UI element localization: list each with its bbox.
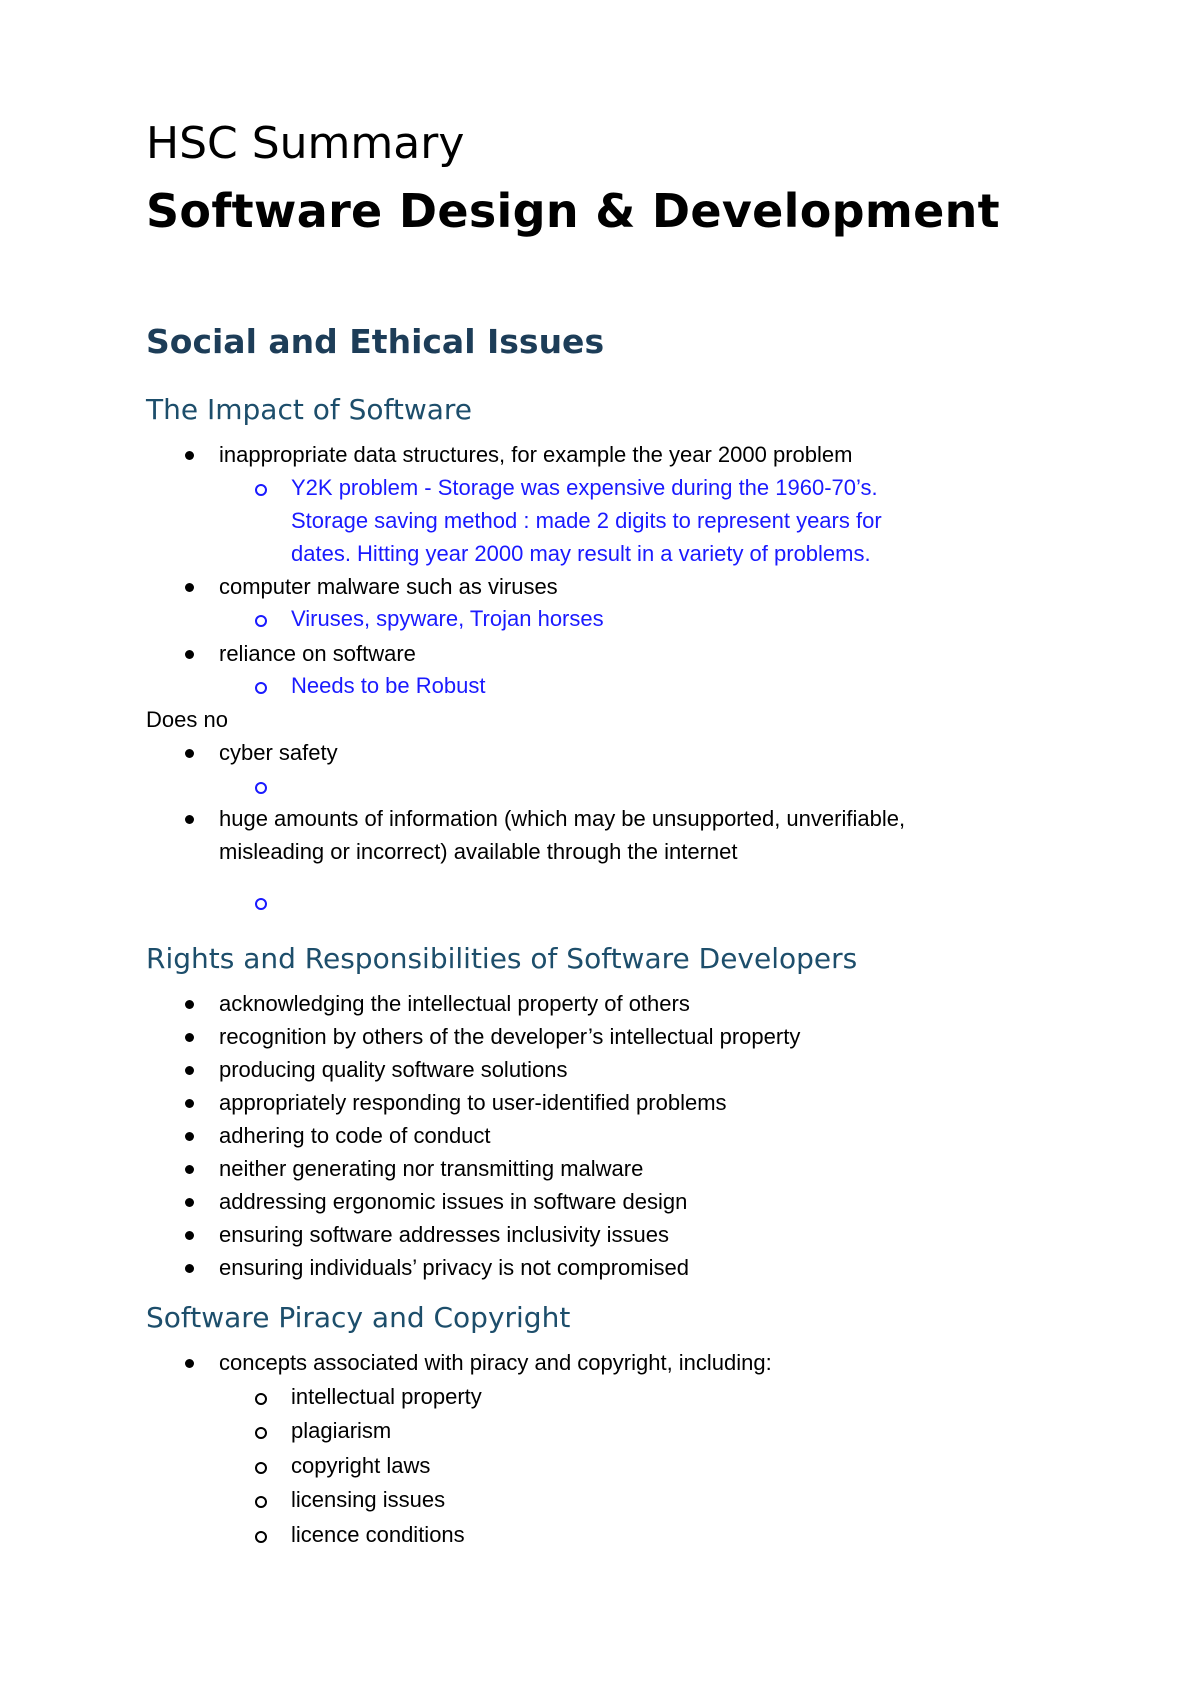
circle-bullet-icon [255, 1393, 267, 1405]
rights-item: addressing ergonomic issues in software design [219, 1189, 688, 1214]
circle-bullet-icon [255, 682, 267, 694]
rights-item: ensuring software addresses inclusivity issues [219, 1222, 669, 1247]
document-title: HSC Summary [146, 118, 465, 169]
circle-bullet-icon [255, 484, 267, 496]
bullet-icon [185, 1264, 194, 1273]
bullet-icon [185, 1066, 194, 1075]
bullet-icon [185, 1000, 194, 1009]
bullet-icon [185, 1033, 194, 1042]
piracy-subitem: copyright laws [291, 1453, 431, 1478]
bullet-icon [185, 583, 194, 592]
bullet-icon [185, 451, 194, 460]
bullet-icon [185, 1132, 194, 1141]
impact-item-2: computer malware such as viruses [219, 574, 558, 599]
impact-item-5-line-1: huge amounts of information (which may be unsupported, unverifiable, [219, 806, 906, 831]
does-no-text: Does no [146, 707, 228, 732]
impact-item-4: cyber safety [219, 740, 338, 765]
circle-bullet-icon [255, 1531, 267, 1543]
rights-item: recognition by others of the developer’s intellectual property [219, 1024, 801, 1049]
rights-item: producing quality software solutions [219, 1057, 568, 1082]
circle-bullet-icon [255, 1427, 267, 1439]
section-heading: Social and Ethical Issues [146, 322, 605, 361]
rights-item: neither generating nor transmitting malware [219, 1156, 644, 1181]
rights-item: acknowledging the intellectual property of others [219, 991, 690, 1016]
impact-item-5-line-2: misleading or incorrect) available through the internet [219, 839, 738, 864]
impact-item-1-note-line-2: Storage saving method : made 2 digits to represent years for [291, 508, 882, 533]
rights-item: adhering to code of conduct [219, 1123, 491, 1148]
circle-bullet-icon [255, 615, 267, 627]
piracy-subitem: licensing issues [291, 1487, 446, 1512]
bullet-icon [185, 815, 194, 824]
impact-item-1-note-line-1: Y2K problem - Storage was expensive during the 1960-70’s. [291, 475, 878, 500]
rights-heading: Rights and Responsibilities of Software Developers [146, 942, 858, 975]
bullet-icon [185, 1099, 194, 1108]
rights-item: appropriately responding to user-identified problems [219, 1090, 727, 1115]
impact-item-1: inappropriate data structures, for example the year 2000 problem [219, 442, 853, 467]
impact-item-2-note: Viruses, spyware, Trojan horses [291, 606, 604, 631]
circle-bullet-icon [255, 1496, 267, 1508]
bullet-icon [185, 749, 194, 758]
bullet-icon [185, 1165, 194, 1174]
impact-heading: The Impact of Software [146, 393, 473, 426]
bullet-icon [185, 650, 194, 659]
rights-item: ensuring individuals’ privacy is not compromised [219, 1255, 689, 1280]
bullet-icon [185, 1231, 194, 1240]
impact-item-3-note: Needs to be Robust [291, 673, 486, 698]
impact-item-1-note-line-3: dates. Hitting year 2000 may result in a variety of problems. [291, 541, 871, 566]
bullet-icon [185, 1359, 194, 1368]
document-subtitle: Software Design & Development [146, 184, 1000, 238]
bullet-icon [185, 1198, 194, 1207]
circle-bullet-icon [255, 782, 267, 794]
circle-bullet-icon [255, 898, 267, 910]
impact-item-3: reliance on software [219, 641, 416, 666]
piracy-heading: Software Piracy and Copyright [146, 1301, 571, 1334]
circle-bullet-icon [255, 1462, 267, 1474]
piracy-subitem: plagiarism [291, 1418, 392, 1443]
piracy-subitem: licence conditions [291, 1522, 465, 1547]
piracy-subitem: intellectual property [291, 1384, 482, 1409]
piracy-item: concepts associated with piracy and copyright, including: [219, 1350, 772, 1375]
